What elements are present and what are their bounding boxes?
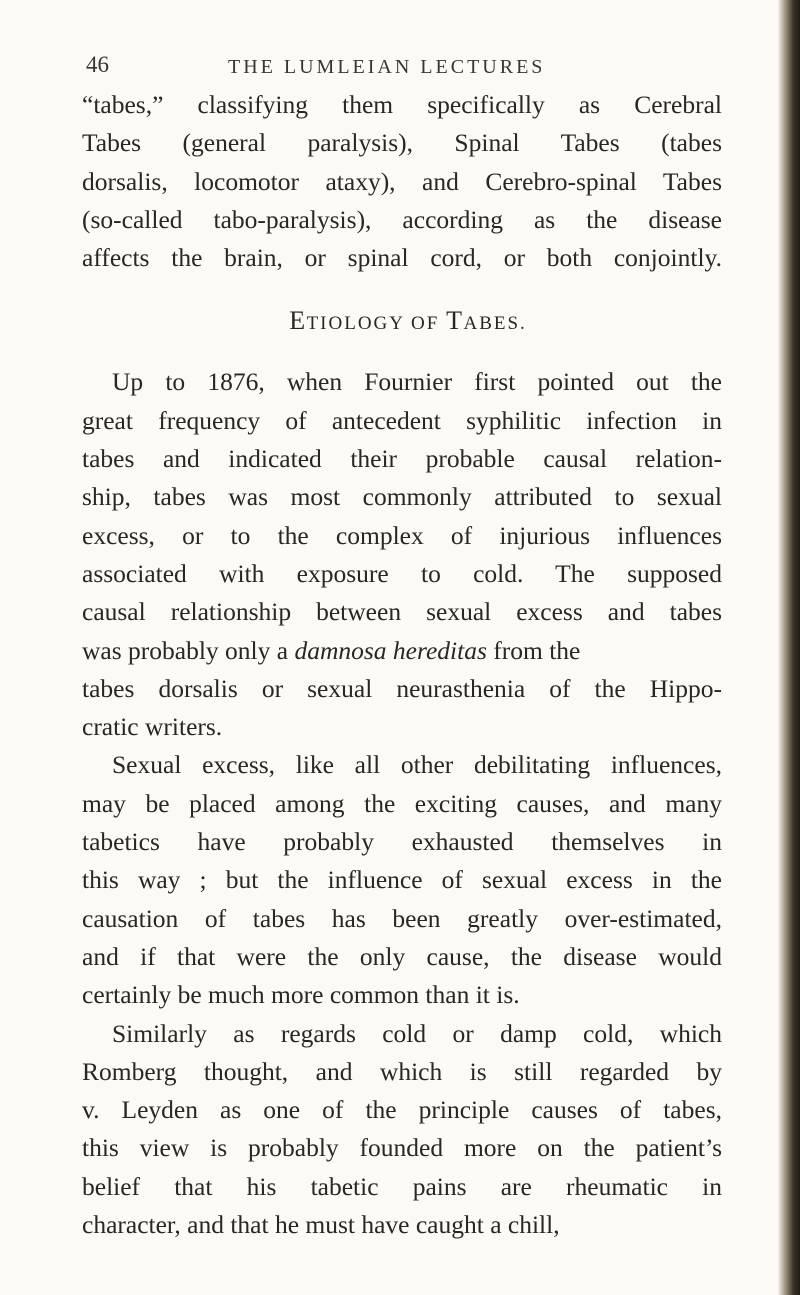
heading-initial: T: [446, 306, 464, 336]
section-heading: [82, 291, 722, 351]
text-line: tabetics have probably exhausted themselves in: [82, 827, 722, 857]
page-binding-edge: [778, 0, 800, 1295]
text-line: causation of tabes has been greatly over-estimated,: [82, 903, 722, 933]
paragraph-sexual-excess: [82, 746, 722, 1014]
text-line: ship, tabes was most commonly attributed to sexual: [82, 482, 722, 512]
text-line: affects the brain, or spinal cord, or both conjointly.: [82, 243, 722, 273]
text-line: [82, 632, 722, 670]
body-text: [82, 86, 722, 1244]
heading-smallcaps: TIOLOGY OF: [306, 313, 447, 335]
text-line: character, and that he must have caught a chill,: [82, 1210, 560, 1240]
text-line: associated with exposure to cold. The supposed: [82, 558, 722, 588]
text-line: tabes and indicated their probable causal relation-: [82, 444, 722, 474]
text-line: “tabes,” classifying them specifically as Cerebral: [82, 90, 722, 119]
text-line: and if that were the only cause, the disease would: [82, 941, 722, 971]
text-line: great frequency of antecedent syphilitic infection in: [82, 405, 722, 435]
page-number: 46: [86, 52, 109, 77]
running-head: THE LUMLEIAN LECTURES: [228, 56, 546, 78]
text-line: this way ; but the influence of sexual excess in the: [82, 865, 722, 895]
text-line: Up to 1876, when Fournier first pointed out the: [112, 367, 722, 397]
text-line: this view is probably founded more on the patient’s: [82, 1133, 722, 1163]
paragraph-classification: [82, 86, 722, 277]
latin-phrase: damnosa hereditas: [294, 635, 487, 665]
text-line: Tabes (general paralysis), Spinal Tabes (tabes: [82, 128, 722, 158]
text-line: Sexual excess, like all other debilitating influences,: [112, 750, 722, 780]
paragraph-cold: [82, 1015, 722, 1245]
text-line: certainly be much more common than it is.: [82, 980, 520, 1010]
text-line: Similarly as regards cold or damp cold, which: [112, 1018, 722, 1048]
text-line: belief that his tabetic pains are rheumatic in: [82, 1171, 722, 1201]
text-line: v. Leyden as one of the principle causes of tabes,: [82, 1095, 722, 1125]
text-run: from the: [486, 635, 581, 665]
text-line: may be placed among the exciting causes, and many: [82, 788, 722, 818]
text-line: tabes dorsalis or sexual neurasthenia of the Hippo-: [82, 673, 722, 703]
text-run: was probably only a: [82, 635, 295, 665]
text-line: excess, or to the complex of injurious influences: [82, 520, 722, 550]
heading-initial: E: [289, 306, 307, 336]
heading-smallcaps: ABES.: [463, 313, 527, 335]
paragraph-fournier: [82, 363, 722, 746]
text-line: cratic writers.: [82, 712, 223, 742]
text-line: dorsalis, locomotor ataxy), and Cerebro-spinal Tabes: [82, 166, 722, 196]
text-line: (so-called tabo-paralysis), according as the disease: [82, 204, 722, 234]
text-line: causal relationship between sexual excess and tabes: [82, 597, 722, 627]
text-line: Romberg thought, and which is still regarded by: [82, 1056, 722, 1086]
